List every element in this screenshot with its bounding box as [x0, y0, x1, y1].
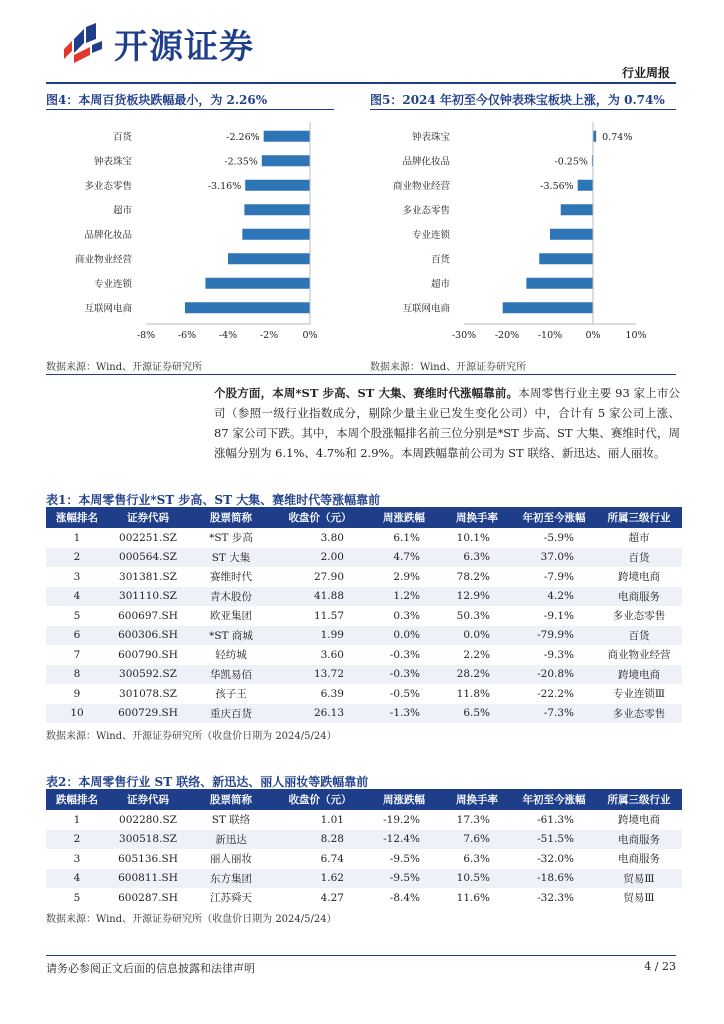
fig5-category-label: 品牌化妆品 — [402, 156, 450, 168]
fig5-bar — [550, 229, 593, 240]
report-type: 行业周报 — [621, 66, 670, 80]
table1-cell: 5 — [73, 609, 81, 622]
table1-cell: 301078.SZ — [119, 687, 177, 700]
table2-cell: 东方集团 — [210, 872, 252, 885]
fig5-category-label: 超市 — [430, 278, 450, 290]
table1-cell: -9.1% — [543, 609, 574, 622]
table1-cell: 3.80 — [320, 531, 344, 544]
fig5-tick-label: -20% — [494, 330, 520, 341]
table2-header-row — [46, 789, 682, 810]
fig5-data-label: 0.74% — [602, 131, 633, 143]
table-row — [46, 888, 682, 908]
table1-cell: -20.8% — [537, 668, 574, 681]
table1-cell: 2.00 — [320, 551, 344, 564]
table1-header-cell: 年初至今涨幅 — [522, 512, 586, 524]
fig5-bar — [539, 253, 593, 264]
table1-cell: 多业态零售 — [612, 707, 666, 720]
table1-cell: 600790.SH — [118, 648, 178, 661]
fig4-category-label: 钟表珠宝 — [93, 156, 132, 168]
fig5-category-label: 百货 — [430, 254, 450, 266]
table2-cell: 4 — [73, 872, 81, 885]
fig4-category-label: 专业连锁 — [93, 278, 132, 290]
table1-cell: 6 — [73, 629, 81, 642]
fig4-category-label: 超市 — [112, 205, 132, 217]
table1-cell: 百货 — [628, 629, 650, 642]
table1-cell: 赛维时代 — [210, 571, 252, 584]
fig4-bar — [242, 229, 310, 240]
table1-source: 数据来源：Wind、开源证券研究所（收盘价日期为 2024/5/24） — [46, 731, 337, 742]
fig5-chart — [370, 112, 676, 348]
table1-cell: 4.2% — [547, 590, 574, 603]
table1-cell: 000564.SZ — [119, 551, 177, 564]
table2-cell: 跨境电商 — [618, 814, 660, 827]
table2-cell: -19.2% — [383, 813, 420, 826]
table1-cell: 多业态零售 — [612, 610, 666, 623]
table2-cell: 8.28 — [320, 833, 344, 846]
table1-cell: -7.9% — [543, 570, 574, 583]
commentary-body: 本周零售行业主要 93 家上市公司（参照一级行业指数成分，剔除少量主业已发生变化公司）中，合计有 5 家公司上涨、87 家公司下跌。其中，本周个股涨幅排名前三位分别是*ST 步高、ST 大集、赛维时代，周涨幅分别为 6.1%、4.7%和 2.9%。本周跌幅靠前公司为 ST 联络、新迅达、丽人丽妆。 — [214, 386, 680, 460]
header-divider — [46, 82, 676, 84]
table1-cell: 78.2% — [456, 570, 490, 583]
table-row — [46, 587, 682, 607]
fig4-bar — [245, 180, 310, 191]
fig5-category-label: 专业连锁 — [411, 229, 450, 241]
table1-cell: 1.2% — [393, 590, 420, 603]
table2-cell: 1.62 — [320, 872, 344, 885]
fig5-title-underline — [370, 109, 676, 110]
table2-cell: 电商服务 — [618, 833, 660, 846]
table1-cell: -0.3% — [389, 668, 420, 681]
table1-cell: 4.7% — [393, 551, 420, 564]
table1-header-row — [46, 507, 682, 528]
table2-header-cell: 周换手率 — [456, 794, 498, 806]
table1-cell: 青木股份 — [210, 590, 252, 603]
table-row — [46, 849, 682, 869]
fig4-chart — [46, 112, 346, 348]
table1-cell: 6.3% — [463, 551, 490, 564]
table-row — [46, 869, 682, 889]
fig4-tick-label: -8% — [136, 330, 156, 341]
table2-cell: 6.74 — [320, 852, 344, 865]
table1-cell: 6.1% — [393, 531, 420, 544]
table1-cell: 2.2% — [463, 648, 490, 661]
fig5-category-label: 商业物业经营 — [392, 180, 450, 192]
table1-cell: -79.9% — [537, 629, 574, 642]
table1-cell: 百货 — [628, 551, 650, 564]
table1-cell: 301110.SZ — [119, 590, 177, 603]
table1-cell: 6.5% — [463, 707, 490, 720]
table1-header-cell: 股票简称 — [210, 512, 252, 524]
table1-cell: -5.9% — [543, 531, 574, 544]
table1-cell: 跨境电商 — [618, 668, 660, 681]
table1-cell: 孩子王 — [215, 688, 247, 701]
fig4-bar — [205, 278, 310, 289]
commentary-lead: 个股方面，本周*ST 步高、ST 大集、赛维时代涨幅靠前。 — [214, 386, 519, 400]
fig4-category-label: 互联网电商 — [84, 303, 132, 315]
table-row — [46, 528, 682, 548]
table2-cell: 江苏舜天 — [210, 892, 252, 905]
table2-cell: 4.27 — [320, 891, 344, 904]
fig4-chart-svg — [46, 112, 346, 348]
table2-source: 数据来源：Wind、开源证券研究所（收盘价日期为 2024/5/24） — [46, 914, 337, 925]
table1-cell: 1 — [73, 531, 81, 544]
table2-cell: 3 — [73, 852, 81, 865]
table-row — [46, 626, 682, 646]
table1-cell: 华凯易佰 — [210, 668, 252, 681]
table1-cell: 轻纺城 — [215, 649, 247, 662]
table1-cell: -9.3% — [543, 648, 574, 661]
table1-wrapper — [46, 507, 682, 723]
table1-cell: 4 — [73, 590, 81, 603]
table-row — [46, 606, 682, 626]
table1-cell: *ST 商城 — [209, 629, 253, 642]
table1-cell: 28.2% — [456, 668, 490, 681]
table2-cell: -32.3% — [537, 891, 574, 904]
fig5-category-label: 多业态零售 — [402, 205, 450, 217]
fig5-bar — [578, 180, 593, 191]
fig5-title: 图5：2024 年初至今仅钟表珠宝板块上涨，为 0.74% — [370, 93, 665, 107]
table1-cell: 超市 — [628, 532, 650, 545]
table2-header-cell: 收盘价（元） — [288, 794, 352, 806]
table1-cell: 电商服务 — [618, 590, 660, 603]
footer-divider — [46, 955, 676, 956]
table1-cell: 专业连锁Ⅲ — [612, 688, 666, 701]
fig4-data-label: -2.35% — [224, 156, 258, 168]
table-row — [46, 810, 682, 830]
table2 — [46, 789, 682, 908]
fig4-tick-label: -6% — [177, 330, 197, 341]
fig4-data-label: -2.26% — [226, 131, 260, 143]
table2-cell: 1 — [73, 813, 81, 826]
footer-disclaimer: 请务必参阅正文后面的信息披露和法律声明 — [46, 962, 255, 975]
table2-cell: 2 — [73, 833, 81, 846]
brand-name: 开源证券 — [114, 26, 254, 67]
table2-cell: -32.0% — [537, 852, 574, 865]
table2-cell: 17.3% — [456, 813, 490, 826]
table1-cell: 8 — [73, 668, 81, 681]
table1-cell: 27.90 — [313, 570, 344, 583]
fig5-tick-label: 0% — [585, 330, 601, 341]
fig5-category-label: 钟表珠宝 — [411, 131, 450, 143]
table1-cell: 2 — [73, 551, 81, 564]
fig5-data-label: -3.56% — [540, 180, 574, 192]
table2-wrapper — [46, 789, 682, 908]
table1-header-cell: 证券代码 — [127, 512, 169, 524]
table1-cell: 3 — [73, 570, 81, 583]
table1-cell: 11.57 — [313, 609, 344, 622]
fig4-bar — [185, 302, 310, 313]
table1-cell: 13.72 — [313, 668, 344, 681]
table2-cell: 5 — [73, 891, 81, 904]
table2-cell: 7.6% — [463, 833, 490, 846]
table1-cell: 10 — [70, 707, 84, 720]
table1-cell: 37.0% — [540, 551, 574, 564]
table1-header-cell: 周涨跌幅 — [383, 512, 425, 524]
table1-cell: 7 — [73, 648, 81, 661]
table1-cell: ST 大集 — [211, 551, 251, 564]
table1-cell: 商业物业经营 — [607, 649, 671, 662]
brand-logo — [60, 20, 254, 66]
table1-cell: 3.60 — [320, 648, 344, 661]
table1-cell: -0.3% — [389, 648, 420, 661]
table1-cell: 600729.SH — [118, 707, 178, 720]
fig4-tick-label: -4% — [218, 330, 238, 341]
table1-cell: 0.0% — [393, 629, 420, 642]
brand-mark-icon — [60, 21, 104, 65]
table2-cell: 11.6% — [456, 891, 490, 904]
fig4-data-label: -3.16% — [207, 180, 242, 192]
table2-cell: -8.4% — [389, 891, 420, 904]
fig5-tick-label: 10% — [625, 330, 647, 341]
table1-cell: 0.0% — [463, 629, 490, 642]
table1-cell: 9 — [73, 687, 81, 700]
table1-cell: 11.8% — [456, 687, 490, 700]
table1-cell: 300592.SZ — [119, 668, 177, 681]
stock-commentary — [214, 383, 680, 463]
table2-cell: 贸易Ⅲ — [623, 872, 655, 885]
fig4-category-label: 品牌化妆品 — [84, 229, 132, 241]
table1-cell: 重庆百货 — [210, 707, 252, 720]
table1-cell: *ST 步高 — [209, 532, 253, 545]
table2-cell: 600811.SH — [118, 872, 178, 885]
fig4-bar — [262, 155, 310, 166]
fig4-title: 图4：本周百货板块跌幅最小，为 2.26% — [46, 93, 268, 107]
table1-cell: 12.9% — [456, 590, 490, 603]
table2-header-cell: 年初至今涨幅 — [522, 794, 586, 806]
fig5-source: 数据来源：Wind、开源证券研究所 — [370, 362, 527, 373]
fig5-bar — [561, 204, 593, 215]
fig4-bar — [244, 204, 310, 215]
table1-cell: 26.13 — [313, 707, 344, 720]
table2-cell: 605136.SH — [118, 852, 178, 865]
fig5-tick-label: -30% — [451, 330, 477, 341]
table2-cell: -12.4% — [383, 833, 420, 846]
fig5-data-label: -0.25% — [554, 156, 588, 168]
table2-header-cell: 证券代码 — [127, 794, 169, 806]
fig4-bar — [264, 131, 310, 142]
fig4-tick-label: -2% — [259, 330, 279, 341]
table1-cell: 跨境电商 — [618, 571, 660, 584]
fig4-category-label: 商业物业经营 — [74, 254, 132, 266]
fig4-tick-label: 0% — [302, 330, 318, 341]
fig5-category-label: 互联网电商 — [402, 303, 450, 315]
fig4-category-label: 百货 — [112, 131, 132, 143]
table2-cell: 电商服务 — [618, 853, 660, 866]
table2-cell: -9.5% — [389, 852, 420, 865]
table1-cell: -7.3% — [543, 707, 574, 720]
table2-cell: 6.3% — [463, 852, 490, 865]
table2-cell: -51.5% — [537, 833, 574, 846]
fig4-source: 数据来源：Wind、开源证券研究所 — [46, 362, 203, 373]
fig5-bar — [503, 302, 593, 313]
table1-cell: -1.3% — [389, 707, 420, 720]
table-row — [46, 704, 682, 724]
table2-header-cell: 所属三级行业 — [607, 794, 671, 806]
table2-cell: ST 联络 — [211, 814, 251, 827]
table2-cell: -9.5% — [389, 872, 420, 885]
fig4-category-label: 多业态零售 — [84, 180, 132, 192]
fig4-title-underline — [46, 109, 334, 110]
table2-cell: -18.6% — [537, 872, 574, 885]
table1-cell: 10.1% — [456, 531, 490, 544]
table-row — [46, 830, 682, 850]
fig5-bar — [526, 278, 593, 289]
table2-cell: 贸易Ⅲ — [623, 892, 655, 905]
fig5-chart-svg — [370, 112, 676, 348]
table2-header-cell: 跌幅排名 — [56, 794, 98, 806]
table1-cell: 0.3% — [393, 609, 420, 622]
table2-title: 表2：本周零售行业 ST 联络、新迅达、丽人丽妆等跌幅靠前 — [46, 775, 369, 789]
table1-cell: -0.5% — [389, 687, 420, 700]
page-number: 4 / 23 — [644, 960, 676, 973]
table1-header-cell: 涨幅排名 — [56, 512, 98, 524]
table1-header-cell: 周换手率 — [456, 512, 498, 524]
table2-cell: 002280.SZ — [119, 813, 177, 826]
table-row — [46, 665, 682, 685]
table1-cell: 欧亚集团 — [210, 610, 252, 623]
table-row — [46, 645, 682, 665]
fig5-tick-label: -10% — [537, 330, 563, 341]
table2-cell: 10.5% — [456, 872, 490, 885]
table2-cell: 300518.SZ — [119, 833, 177, 846]
table1-cell: 50.3% — [456, 609, 490, 622]
table1-cell: 2.9% — [393, 570, 420, 583]
table2-cell: 丽人丽妆 — [210, 853, 252, 866]
table1 — [46, 507, 682, 723]
table2-cell: 新迅达 — [215, 833, 247, 846]
fig4-bar — [228, 253, 310, 264]
table-row — [46, 548, 682, 568]
table2-header-cell: 股票简称 — [210, 794, 252, 806]
table1-cell: -22.2% — [537, 687, 574, 700]
table1-cell: 600697.SH — [118, 609, 178, 622]
table2-cell: -61.3% — [537, 813, 574, 826]
table-row — [46, 684, 682, 704]
table2-cell: 600287.SH — [118, 891, 178, 904]
table1-cell: 41.88 — [313, 590, 344, 603]
table1-cell: 1.99 — [320, 629, 344, 642]
table1-header-cell: 所属三级行业 — [607, 512, 671, 524]
figure-section-divider — [46, 374, 676, 375]
table1-header-cell: 收盘价（元） — [288, 512, 352, 524]
table2-header-cell: 周涨跌幅 — [383, 794, 425, 806]
table-row — [46, 567, 682, 587]
table2-cell: 1.01 — [320, 813, 344, 826]
table1-title: 表1：本周零售行业*ST 步高、ST 大集、赛维时代等涨幅靠前 — [46, 493, 381, 507]
table1-cell: 002251.SZ — [119, 531, 177, 544]
table1-cell: 6.39 — [320, 687, 344, 700]
table1-cell: 600306.SH — [118, 629, 178, 642]
table1-cell: 301381.SZ — [119, 570, 177, 583]
